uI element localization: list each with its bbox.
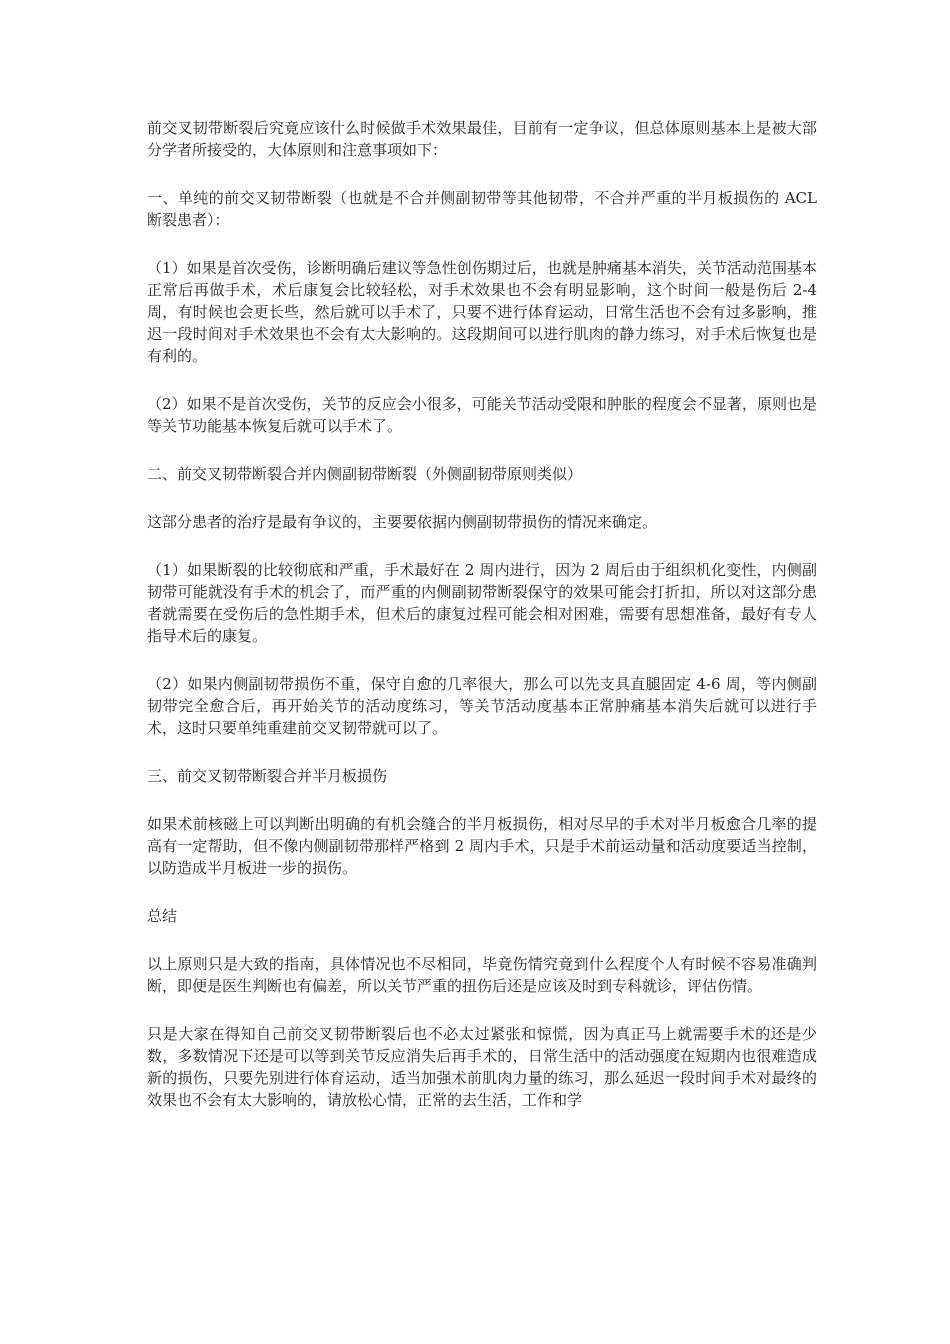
intro-paragraph: 前交叉韧带断裂后究竟应该什么时候做手术效果最佳，目前有一定争议，但总体原则基本上是被大部分学者所接受的，大体原则和注意事项如下：: [147, 119, 817, 159]
section-2-intro: 这部分患者的治疗是最有争议的，主要要依据内侧副韧带损伤的情况来确定。: [147, 513, 658, 531]
summary-paragraph-1: 以上原则只是大致的指南，具体情况也不尽相同，毕竟伤情究竟到什么程度个人有时候不容易准确判断，即便是医生判断也有偏差，所以关节严重的扭伤后还是应该及时到专科就诊，评估伤情。: [147, 955, 817, 995]
section-2-item-1: （1）如果断裂的比较彻底和严重，手术最好在 2 周内进行，因为 2 周后由于组织机化变性，内侧副韧带可能就没有手术的机会了，而严重的内侧副韧带断裂保守的效果可能会打折扣，所以对这部分患者就需要在受伤后的急性期手术，但术后的康复过程可能会相对困难，需要有思想准备，最好有专人指导术后的康复。: [147, 561, 817, 645]
section-2-item-2: （2）如果内侧副韧带损伤不重，保守自愈的几率很大，那么可以先支具直腿固定 4-6 周，等内侧副韧带完全愈合后，再开始关节的活动度练习，等关节活动度基本正常肿痛基本消失后就可以进行手术，这时只要单纯重建前交叉韧带就可以了。: [147, 675, 817, 737]
document-body: [147, 117, 817, 1137]
section-3-body: 如果术前核磁上可以判断出明确的有机会缝合的半月板损伤，相对尽早的手术对半月板愈合几率的提高有一定帮助，但不像内侧副韧带那样严格到 2 周内手术，只是手术前运动量和活动度要适当控制， 以防造成半月板进一步的损伤。: [147, 815, 817, 877]
section-heading-2: 二、前交叉韧带断裂合并内侧副韧带断裂（外侧副韧带原则类似）: [147, 465, 583, 483]
summary-heading: 总结: [147, 907, 178, 925]
section-1-item-2: （2）如果不是首次受伤，关节的反应会小很多，可能关节活动受限和肿胀的程度会不显著，原则也是等关节功能基本恢复后就可以手术了。: [147, 395, 817, 435]
section-heading-3: 三、前交叉韧带断裂合并半月板损伤: [147, 767, 388, 785]
summary-paragraph-2: 只是大家在得知自己前交叉韧带断裂后也不必太过紧张和惊慌，因为真正马上就需要手术的还是少数，多数情况下还是可以等到关节反应消失后再手术的，日常生活中的活动强度在短期内也很难造成新的损伤，只要先别进行体育运动，适当加强术前肌肉力量的练习，那么延迟一段时间手术对最终的效果也不会有太大影响的，请放松心情，正常的去生活，工作和学: [147, 1025, 817, 1109]
section-heading-1: 一、单纯的前交叉韧带断裂（也就是不合并侧副韧带等其他韧带，不合并严重的半月板损伤的 ACL 断裂患者）：: [147, 189, 817, 229]
section-1-item-1: （1）如果是首次受伤，诊断明确后建议等急性创伤期过后，也就是肿痛基本消失，关节活动范围基本正常后再做手术，术后康复会比较轻松，对手术效果也不会有明显影响，这个时间一般是伤后 2-4 周，有时候也会更长些，然后就可以手术了，只要不进行体育运动，日常生活也不会有过多影响，推迟一段时间对手术效果也不会有太大影响的。这段期间可以进行肌肉的静力练习，对手术后恢复也是有利的。: [147, 259, 817, 365]
